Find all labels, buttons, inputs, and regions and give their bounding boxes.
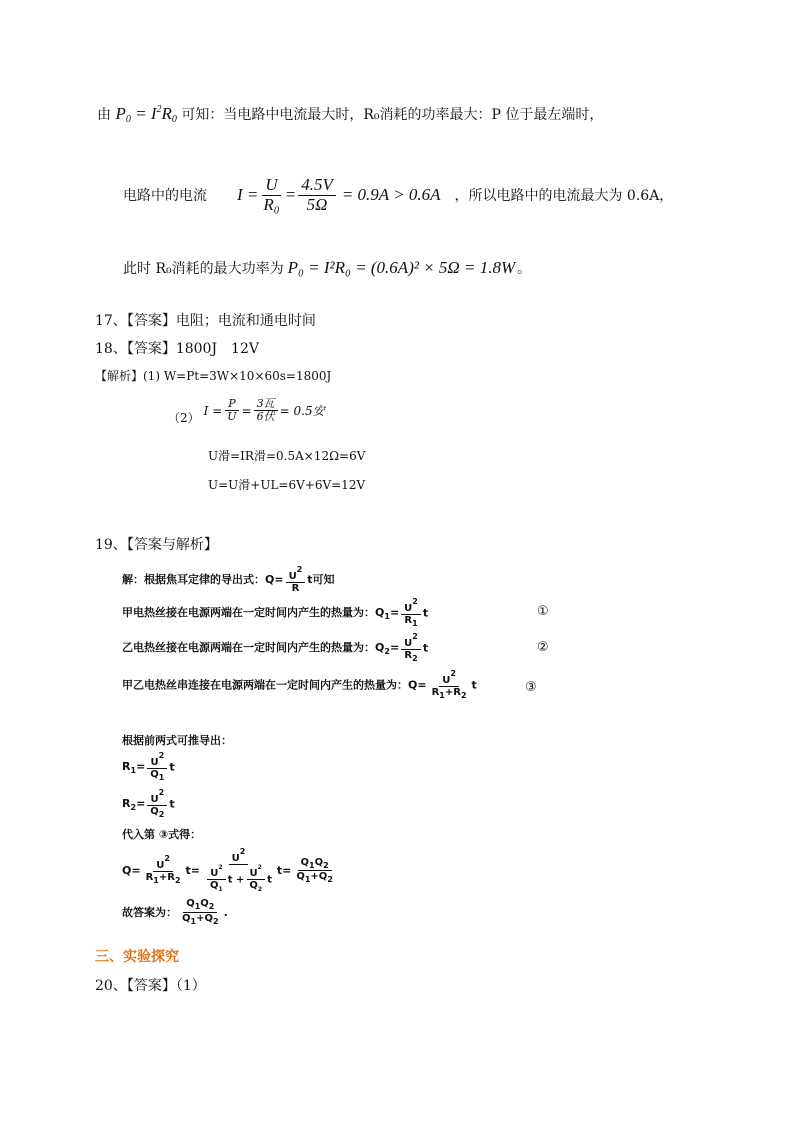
analysis-18-3: U滑=IR滑=0.5A×12Ω=6V — [208, 449, 366, 463]
marker-1: ① — [537, 604, 549, 619]
formula-p0: $P_0 = I^2R_0$ — [115, 104, 177, 125]
line2-text: ，所以电路中的电流最大为 0.6A， — [454, 188, 674, 205]
q19-line-2: 甲电热丝接在电源两端在一定时间内产生的热量为：$Q_1=$ $\frac{U^2}{R_1}$ t — [122, 597, 429, 628]
line3-prefix: 此时 R₀消耗的最大功率为 — [123, 261, 284, 277]
answer-19: 19、【答案与解析】 — [95, 537, 218, 553]
marker-3: ③ — [525, 680, 537, 695]
q19-line-9: Q= $\frac{U^2}{R_1+R_2}$ t= $U^2$ $\frac{U^2}{Q_1}$ t + $\frac{U^2}{Q_2}$ t t= $\frac{Q_1Q_2}{Q_1+Q_2}$ — [122, 847, 333, 893]
q19-line-8: 代入第 ③式得： — [122, 828, 202, 841]
q19-line-10: 故答案为： $\frac{Q_1Q_2}{Q_1+Q_2}$ . — [122, 898, 228, 926]
formula-current-18: I = $\frac{P}{U}$ = $\frac{\text{3瓦}}{\text{6伏}}$ = 0.5安 — [203, 396, 325, 423]
line3-suffix: 。 — [517, 261, 532, 277]
answer-20: 20、【答案】（1） — [95, 978, 206, 994]
line2-prefix: 电路中的电流 — [123, 188, 207, 205]
q19-line-6: $R_1=$ $\frac{U^2}{Q_1}$ t — [122, 751, 175, 782]
line1-text: 可知：当电路中电流最大时，R₀消耗的功率最大：P 位于最左端时， — [181, 107, 604, 123]
answer-18: 18、【答案】1800J 12V — [95, 341, 259, 357]
q19-line-1: 解：根据焦耳定律的导出式：Q= $\frac{U^2}{R}$ t可知 — [122, 565, 335, 594]
analysis-18-1: 【解析】(1) W=Pt=3W×10×60s=1800J — [95, 369, 332, 383]
q19-line-4: 甲乙电热丝串连接在电源两端在一定时间内产生的热量为：Q= $\frac{U^2}{R_1+R_2}$ t — [122, 669, 477, 700]
analysis-18-4: U=U滑+UL=6V+6V=12V — [208, 478, 366, 492]
line-3 — [123, 258, 531, 278]
formula-power: P₀ = I²R₀ = (0.6A)² × 5Ω = 1.8W — [287, 258, 516, 277]
section-title: 三、实验探究 — [95, 949, 179, 965]
q19-line-7: $R_2=$ $\frac{U^2}{Q_2}$ t — [122, 788, 175, 819]
formula-current: I = $\frac{U}{\text{R₀}}$ = $\frac{4.5V}{5\Omega}$ = 0.9A > 0.6A — [237, 175, 441, 214]
q19-line-3: 乙电热丝接在电源两端在一定时间内产生的热量为：$Q_2=$ $\frac{U^2}{R_2}$ t — [122, 632, 429, 663]
marker-2: ② — [537, 640, 549, 655]
q19-line-5: 根据前两式可推导出： — [122, 734, 232, 747]
line1-prefix: 由 — [97, 107, 111, 123]
answer-17: 17、【答案】电阻；电流和通电时间 — [95, 313, 316, 329]
line-1 — [97, 104, 603, 125]
analysis-18-2: （2） I = $\frac{P}{U}$ = $\frac{\text{3瓦}}{\text{6伏}}$ = 0.5安 — [168, 396, 325, 425]
line-2 — [123, 176, 673, 214]
